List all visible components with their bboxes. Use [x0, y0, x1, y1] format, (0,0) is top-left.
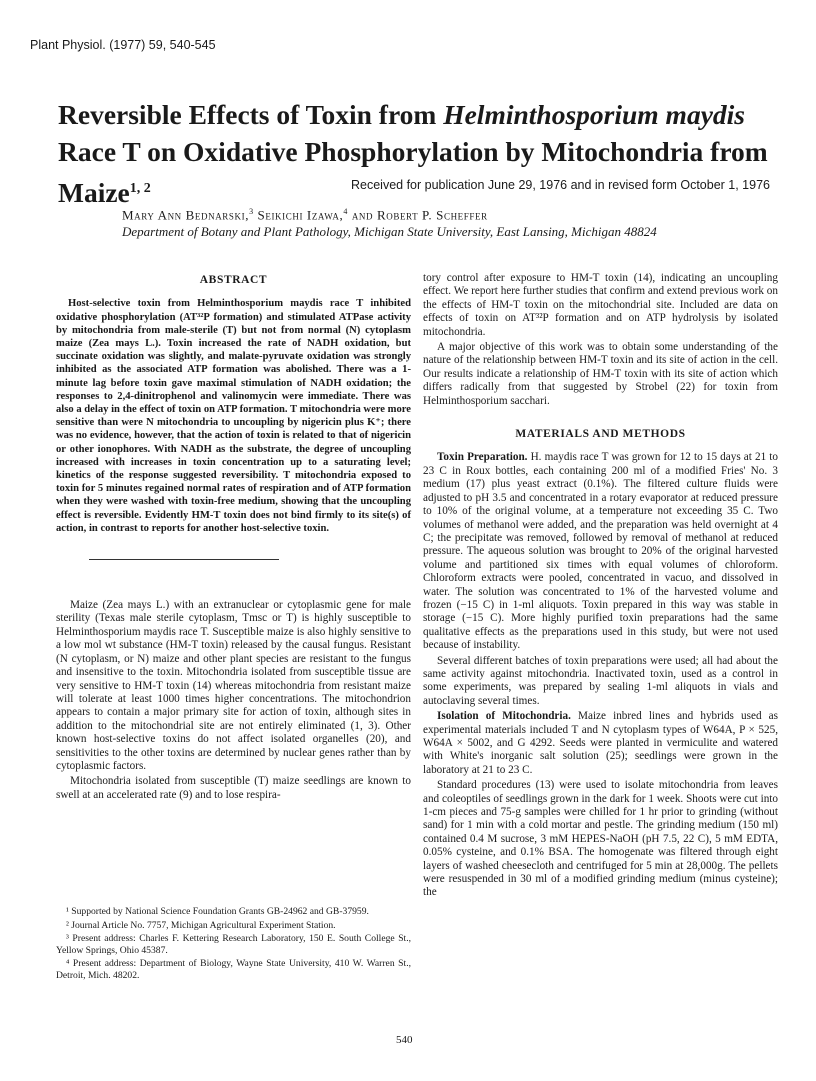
footnote-4: ⁴ Present address: Department of Biology, Wayne State University, 410 W. Warren St., Detroit, Mich. 48202.	[56, 958, 411, 981]
intro-paragraph-2-end: tory control after exposure to HM-T toxin (14), indicating an uncoupling effect. We report here further studies that confirm and extend previous work on the effects of HM-T toxin on the mitochondrial site. Included are data on effects of toxin on AT³²P formation and on ATP hydrolysis by isolated mitochondria.	[423, 272, 778, 338]
title-organism: Helminthosporium maydis	[443, 99, 745, 130]
standard-procedures-paragraph: Standard procedures (13) were used to isolate mitochondria from leaves and coleoptiles of seedlings grown in the dark for 1 week. Shoots were cut into 1-cm pieces and 75-g samples were chilled for 1 hr prior to grinding (without sand) for 1 min with a cold mortar and pestle. The grinding medium (150 ml) contained 0.4 M sucrose, 3 mM HEPES-NaOH (pH 7.5, 22 C), 5 mM EDTA, 0.05% cysteine, and 0.1% BSA. The homogenate was filtered through eight layers of washed cheesecloth and centrifuged for 5 min at 28,000g. The pellets were resuspended in 30 ml of a modified grinding medium (minus cysteine); the	[423, 779, 778, 899]
intro-paragraph-3: A major objective of this work was to obtain some understanding of the nature of the relationship between HM-T toxin and its site of action in the cell. Our results indicate a relationship of HM-T toxin with its site of action which differs radically from that suggested by Strobel (22) for toxin from Helminthosporium sacchari.	[423, 341, 778, 407]
title-part-1: Reversible Effects of Toxin from	[58, 99, 444, 130]
author-2: Seikichi Izawa,	[253, 207, 344, 223]
journal-reference: Plant Physiol. (1977) 59, 540-545	[30, 38, 216, 52]
toxin-preparation-paragraph	[423, 451, 778, 652]
intro-paragraph-1: Maize (Zea mays L.) with an extranuclear or cytoplasmic gene for male sterility (Texas male sterile cytoplasm, Tmsc or T) is highly susceptible to Helminthosporium maydis race T. Susceptible maize is also highly sensitive to a low mol wt substance (HM-T toxin) released by the causal fungus. Resistant (N cytoplasm, or N) maize and other plant species are resistant to the fungus and insensitive to the toxin. Mitochondria isolated from susceptible tissue are very sensitive to HM-T toxin (14) whereas mitochondria from resistant maize will tolerate at least 1000 times higher concentrations. The mitochondrion appears to contain a major primary site for action of toxin, although sites in addition to the mitochondrial site are not entirely eliminated (1, 3). Other known host-selective toxins do not affect isolated organelles (20), and sensitivities to the other toxins are determined by nuclear genes rather than by cytoplasmic factors.	[56, 599, 411, 772]
article-title	[58, 96, 778, 211]
footnote-1: ¹ Supported by National Science Foundation Grants GB-24962 and GB-37959.	[66, 906, 369, 917]
toxin-batches-paragraph: Several different batches of toxin preparations were used; all had about the same activity against mitochondria. Inactivated toxin, used as a control in some experiments, was prepared by sealing 1-ml aliquots in vials and autoclaving several times.	[423, 654, 778, 707]
isolation-label: Isolation of Mitochondria.	[437, 710, 571, 723]
title-part-2: Race T on Oxidative Phosphorylation by Mitochondria from Maize	[58, 136, 768, 209]
isolation-text: Maize inbred lines and hybrids used as experimental materials included T and N cytoplasm types of W64A, P × 525, W64A × 5002, and G 4292. Seeds were planted in vermiculite and watered with White's inorganic salt solution (25); seedlings were grown in the laboratory at 21 to 23 C.	[423, 710, 778, 776]
author-3: and Robert P. Scheffer	[347, 207, 488, 223]
page-number: 540	[396, 1034, 413, 1046]
abstract-text: Host-selective toxin from Helminthosporium maydis race T inhibited oxidative phosphorylation (AT³²P formation) and stimulated ATPase activity by mitochondria from male-sterile (T) but not from normal (N) cytoplasm maize (Zea mays L.). Toxin increased the rate of NADH oxidation, but succinate oxidation was slightly, and malate-pyruvate oxidation was strongly inhibited as the associated ATP formation was abolished. There was a 1-minute lag before toxin gave maximal stimulation of NADH oxidation; the responses to 2,4-dinitrophenol and valinomycin were immediate. There was also a delay in the effect of toxin on ATP formation. T mitochondria were more sensitive than were N mitochondria to uncoupling by nigericin plus K⁺; there was no evidence, however, that the action of toxin is related to that of nigericin or other ionophores. With NADH as the substrate, the degree of uncoupling increased with increases in toxin concentration up to a saturating level; kinetics of the response suggested reversibility. T mitochondria exposed to toxin for 5 minutes regained normal rates of respiration and of ATP formation when they were washed with toxin-free medium, showing that the uncoupling effect is reversible. Evidently HM-T toxin does not bind firmly to its site(s) of action, in contrast to reports for another host-selective toxin.	[56, 298, 411, 534]
toxin-preparation-label: Toxin Preparation.	[437, 451, 528, 464]
right-column	[423, 272, 778, 902]
intro-paragraph-2-start: Mitochondria isolated from susceptible (T) maize seedlings are known to swell at an accelerated rate (9) and to lose respira-	[56, 775, 411, 801]
author-1: Mary Ann Bednarski,	[122, 207, 250, 223]
author-2-mark: 4	[343, 207, 348, 216]
abstract-divider	[89, 559, 279, 560]
footnote-3: ³ Present address: Charles F. Kettering Research Laboratory, 150 E. South College St., Yellow Springs, Ohio 45387.	[56, 933, 411, 956]
author-list	[122, 207, 488, 223]
methods-heading: MATERIALS AND METHODS	[515, 428, 686, 441]
department-affiliation: Department of Botany and Plant Pathology, Michigan State University, East Lansing, Michigan 48824	[122, 224, 657, 239]
isolation-paragraph	[423, 710, 778, 777]
toxin-preparation-text: H. maydis race T was grown for 12 to 15 days at 21 to 23 C in Roux bottles, each containing 200 ml of a modified Fries' No. 3 medium (17) plus yeast extract (0.1%). The filtered culture fluids were adjusted to pH 3.5 and concentrated in a rotary evaporator at reduced pressure to 10% of the original volume, at a temperature not exceeding 35 C. Two volumes of methanol were added, and the preparation was held overnight at 4 C; the precipitate was removed, followed by removal of methanol at reduced pressure. The aqueous solution was brought to 20% of the original harvested volume and partitioned six times with equal volumes of chloroform. Chloroform extracts were pooled, concentrated in vacuo, and dissolved in water. The solution was concentrated to 1% of the harvested volume and frozen (−15 C) in 1-ml aliquots. Toxin prepared in this way was stable in storage (−15 C). More highly purified toxin preparations had the same qualitative effects as the preparations used in this study, but were not used because of instability.	[423, 451, 778, 652]
footnote-2: ² Journal Article No. 7757, Michigan Agricultural Experiment Station.	[66, 919, 336, 931]
author-1-mark: 3	[249, 207, 254, 216]
footnotes	[56, 906, 411, 984]
left-column	[56, 272, 411, 804]
received-date: Received for publication June 29, 1976 and in revised form October 1, 1976	[350, 178, 770, 192]
abstract-heading: ABSTRACT	[199, 274, 268, 286]
title-footnote-marks: 1, 2	[129, 181, 151, 196]
